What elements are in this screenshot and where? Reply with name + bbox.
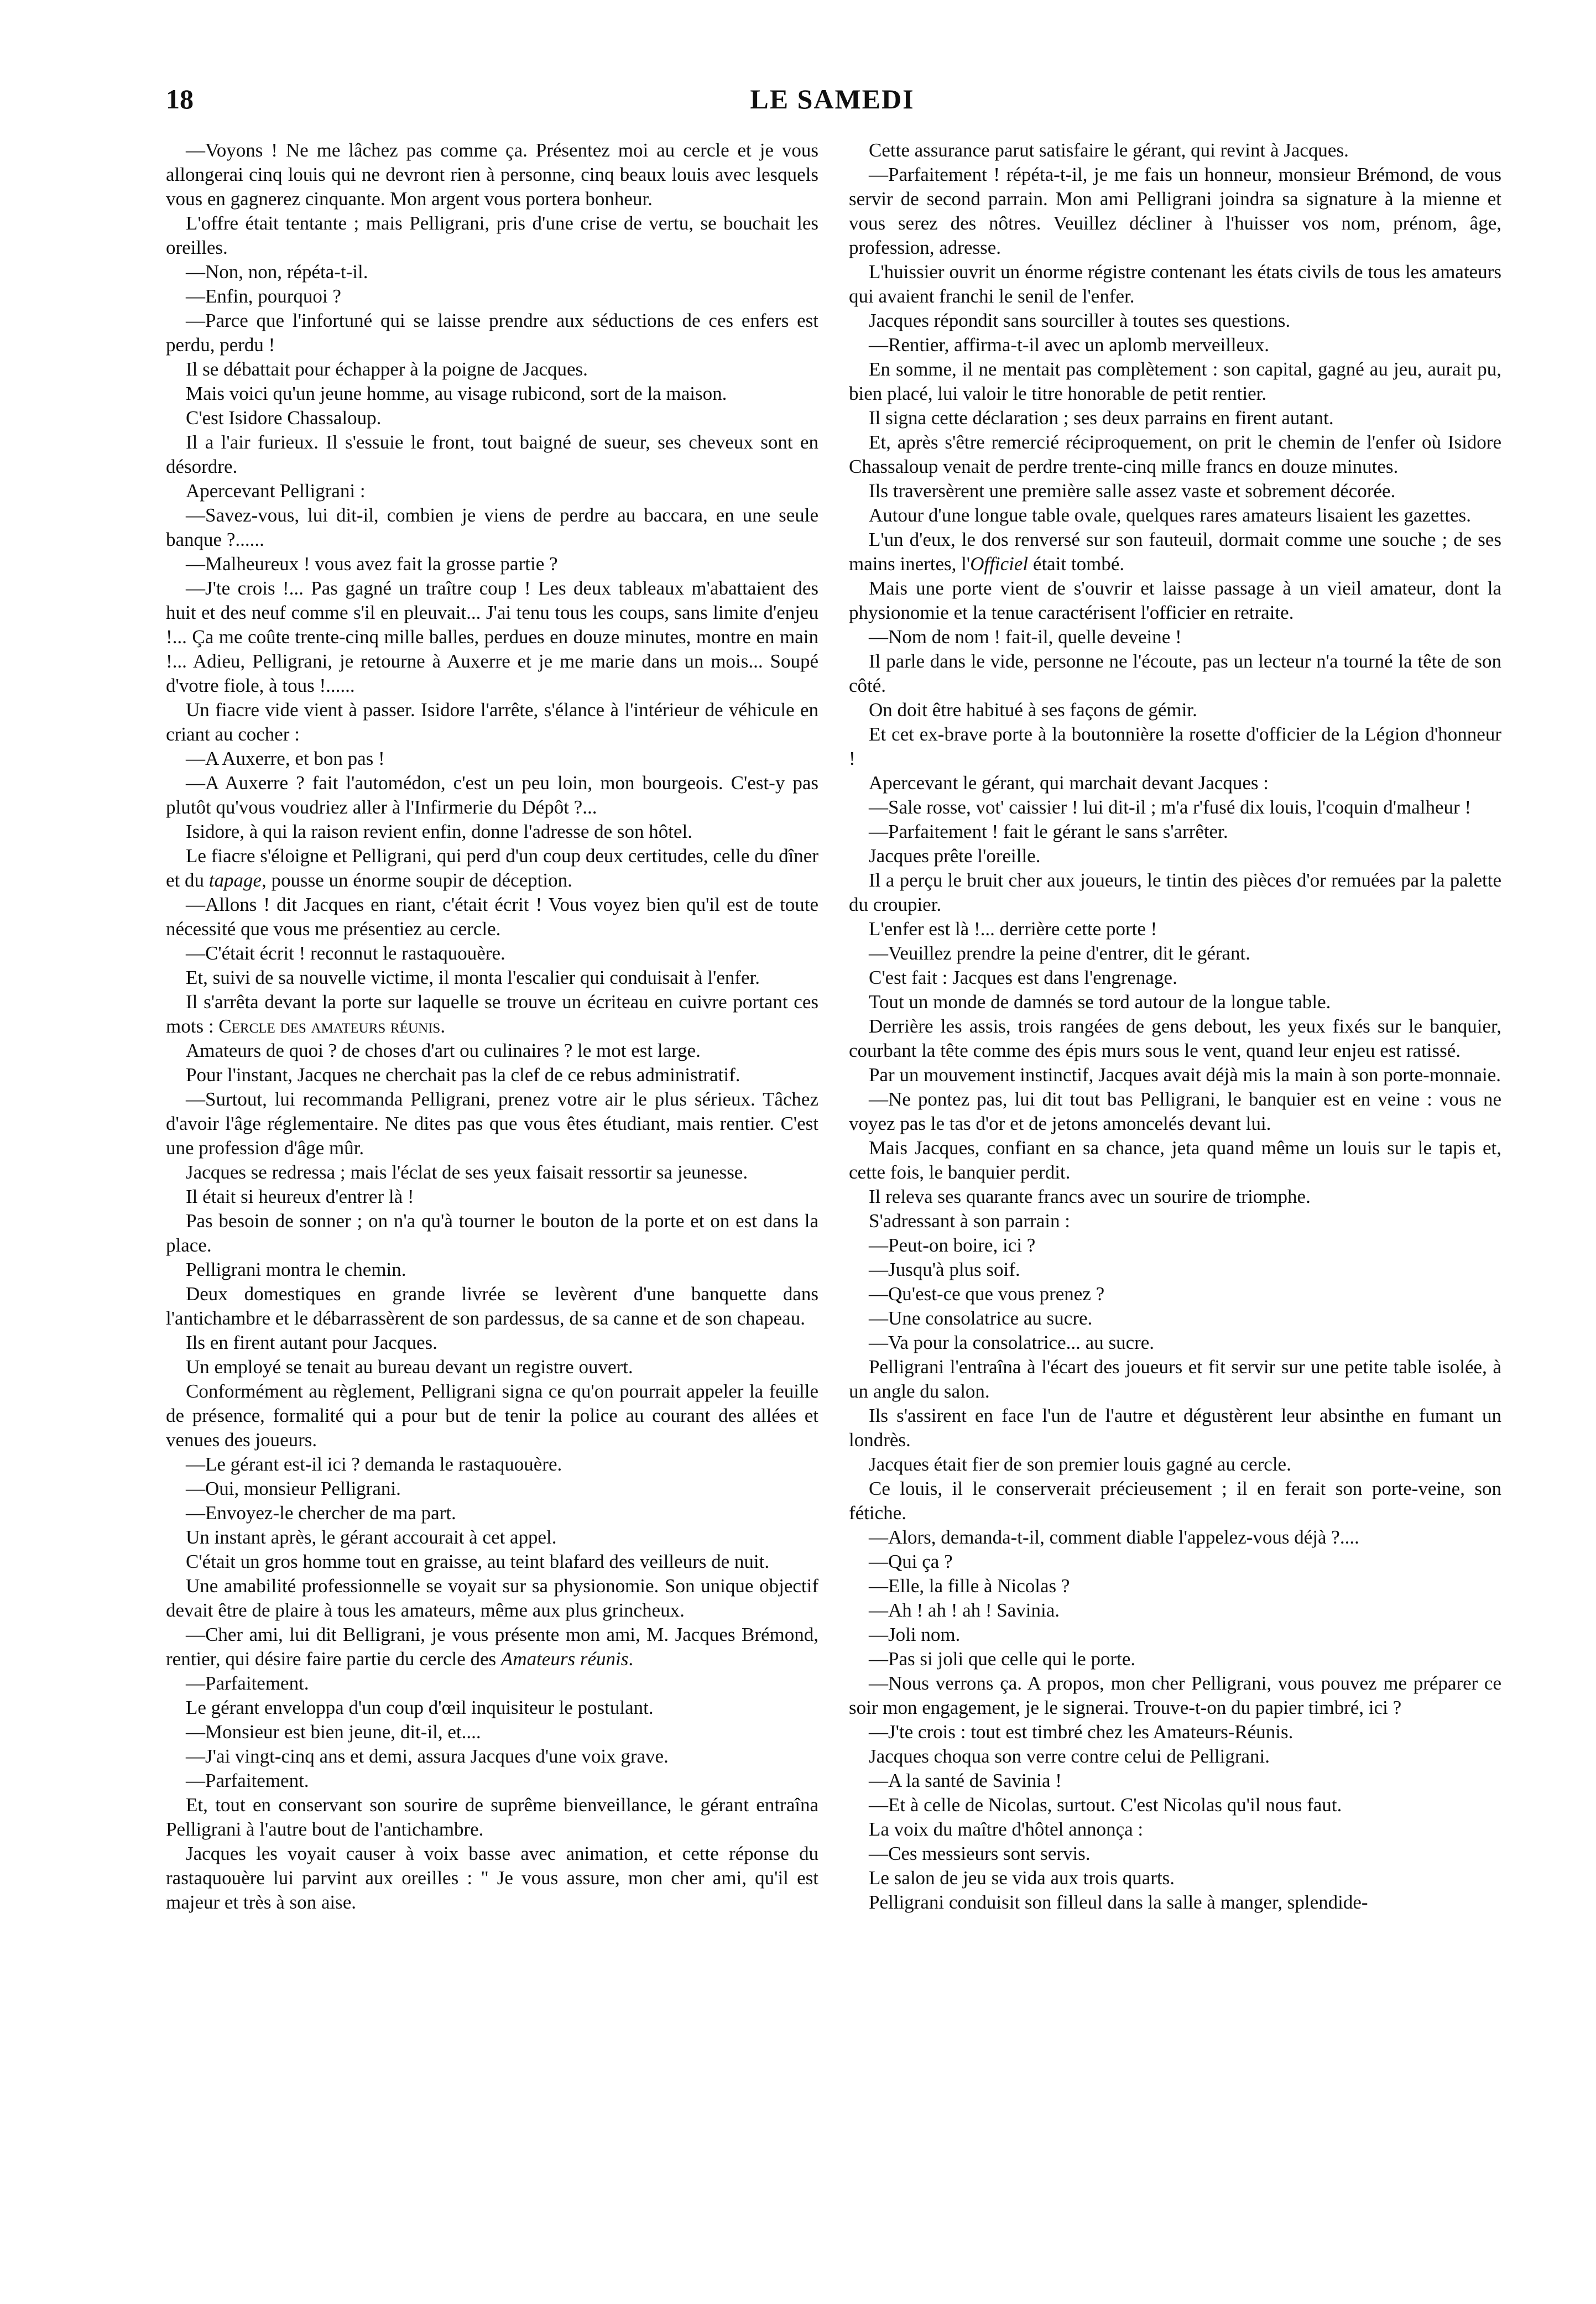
paragraph-text: Le gérant enveloppa d'un coup d'œil inquisiteur le postulant. xyxy=(186,1697,654,1718)
paragraph-text: Mais Jacques, confiant en sa chance, jeta quand même un louis sur le tapis et, cette fois, le banquier perdit. xyxy=(849,1137,1501,1183)
paragraph xyxy=(166,1282,818,1331)
running-title: LE SAMEDI xyxy=(750,84,915,114)
paragraph xyxy=(166,1550,818,1574)
paragraph xyxy=(166,1671,818,1696)
paragraph xyxy=(849,649,1501,698)
paragraph-text: Pelligrani conduisit son filleul dans la salle à manger, splendide- xyxy=(869,1891,1368,1913)
paragraph-text: Il se débattait pour échapper à la poigne de Jacques. xyxy=(186,358,588,380)
paragraph-text: —Parce que l'infortuné qui se laisse prendre aux séductions de ces enfers est perdu, perdu ! xyxy=(166,310,818,356)
paragraph-text: Ce louis, il le conserverait précieusement ; il en ferait son porte-veine, son fétiche. xyxy=(849,1478,1501,1524)
paragraph-text: —Qu'est-ce que vous prenez ? xyxy=(869,1283,1105,1305)
paragraph xyxy=(849,1842,1501,1866)
paragraph-text: —Enfin, pourquoi ? xyxy=(186,285,341,307)
paragraph xyxy=(166,503,818,552)
paragraph-text: La voix du maître d'hôtel annonça : xyxy=(869,1818,1144,1840)
paragraph xyxy=(849,1355,1501,1404)
paragraph xyxy=(849,1258,1501,1282)
paragraph-text: —Monsieur est bien jeune, dit-il, et.... xyxy=(186,1721,481,1743)
paragraph xyxy=(166,1842,818,1915)
paragraph xyxy=(166,1477,818,1501)
paragraph xyxy=(849,1671,1501,1720)
paragraph xyxy=(849,1014,1501,1063)
paragraph xyxy=(166,1209,818,1258)
paragraph xyxy=(849,1744,1501,1769)
paragraph xyxy=(166,1696,818,1720)
paragraph xyxy=(849,1647,1501,1671)
paragraph-text: —Voyons ! Ne me lâchez pas comme ça. Présentez moi au cercle et je vous allongerai cinq louis qui ne devront rien à personne, cinq beaux louis avec lesquels vous en gagnerez cinquante. Mon argent vous portera bonheur. xyxy=(166,139,818,210)
paragraph-text: Par un mouvement instinctif, Jacques avait déjà mis la main à son porte-monnaie. xyxy=(869,1064,1501,1086)
paragraph-text: —Nom de nom ! fait-il, quelle deveine ! xyxy=(869,626,1182,648)
paragraph-text: Jacques répondit sans sourciller à toutes ses questions. xyxy=(869,310,1291,331)
paragraph-text: Jacques se redressa ; mais l'éclat de ses yeux faisait ressortir sa jeunesse. xyxy=(186,1161,748,1183)
paragraph xyxy=(849,1720,1501,1744)
paragraph xyxy=(166,1744,818,1769)
paragraph xyxy=(849,966,1501,990)
paragraph-text: —J'te crois : tout est timbré chez les Amateurs-Réunis. xyxy=(869,1721,1294,1743)
paragraph xyxy=(166,1525,818,1550)
paragraph-text: Mais une porte vient de s'ouvrir et laisse passage à un vieil amateur, dont la physionomie et la tenue caractérisent l'officier en retraite. xyxy=(849,577,1501,623)
paragraph xyxy=(166,1574,818,1623)
paragraph xyxy=(166,1452,818,1477)
paragraph-text: —Allons ! dit Jacques en riant, c'était écrit ! Vous voyez bien qu'il est de toute nécessité que vous me présentiez au cercle. xyxy=(166,894,818,940)
paragraph xyxy=(849,698,1501,722)
paragraph-text: Conformément au règlement, Pelligrani signa ce qu'on pourrait appeler la feuille de présence, formalité qui a pour but de tenir la police au courant des allées et venues des joueurs. xyxy=(166,1380,818,1451)
paragraph xyxy=(166,1379,818,1452)
page-number: 18 xyxy=(166,84,194,114)
paragraph-text: —Une consolatrice au sucre. xyxy=(869,1307,1093,1329)
paragraph xyxy=(166,893,818,941)
paragraph xyxy=(849,1452,1501,1477)
paragraph-text: —Pas si joli que celle qui le porte. xyxy=(869,1648,1136,1670)
paragraph-text: Une amabilité professionnelle se voyait sur sa physionomie. Son unique objectif devait être de plaire à tous les amateurs, même aux plus grincheux. xyxy=(166,1575,818,1621)
paragraph-text: Ils s'assirent en face l'un de l'autre et dégustèrent leur absinthe en fumant un londrès. xyxy=(849,1405,1501,1451)
paragraph-text: Cette assurance parut satisfaire le gérant, qui revint à Jacques. xyxy=(869,139,1349,161)
paragraph-text: Et, après s'être remercié réciproquement, on prit le chemin de l'enfer où Isidore Chassaloup venait de perdre trente-cinq mille francs en douze minutes. xyxy=(849,431,1501,477)
paragraph-text: C'est fait : Jacques est dans l'engrenage. xyxy=(869,967,1177,988)
paragraph xyxy=(849,430,1501,479)
paragraph xyxy=(849,479,1501,503)
paragraph-text: —Surtout, lui recommanda Pelligrani, prenez votre air le plus sérieux. Tâchez d'avoir l'âge réglementaire. Ne dites pas que vous êtes étudiant, mais rentier. C'est une profession d'âge mûr. xyxy=(166,1088,818,1159)
paragraph xyxy=(849,1282,1501,1306)
paragraph xyxy=(849,406,1501,430)
paragraph-text: Et cet ex-brave porte à la boutonnière la rosette d'officier de la Légion d'honneur ! xyxy=(849,723,1501,769)
paragraph-text: Pelligrani l'entraîna à l'écart des joueurs et fit servir sur une petite table isolée, à un angle du salon. xyxy=(849,1356,1501,1402)
paragraph-text: —Le gérant est-il ici ? demanda le rastaquouère. xyxy=(186,1453,562,1475)
paragraph xyxy=(849,1063,1501,1087)
paragraph-text: —Malheureux ! vous avez fait la grosse partie ? xyxy=(186,553,558,575)
paragraph-text: C'était un gros homme tout en graisse, au teint blafard des veilleurs de nuit. xyxy=(186,1551,770,1572)
paragraph xyxy=(166,1160,818,1185)
paragraph-text: —Peut-on boire, ici ? xyxy=(869,1234,1036,1256)
paragraph xyxy=(166,698,818,747)
paragraph-text: Jacques choqua son verre contre celui de Pelligrani. xyxy=(869,1745,1270,1767)
paragraph xyxy=(849,625,1501,649)
paragraph xyxy=(166,1185,818,1209)
paragraph xyxy=(166,747,818,771)
paragraph xyxy=(849,1306,1501,1331)
paragraph xyxy=(849,260,1501,309)
paragraph-text: —J'te crois !... Pas gagné un traître coup ! Les deux tableaux m'abattaient des huit et des neuf comme s'il en pleuvait... J'ai tenu tous les coups, sans limite d'enjeu !... Ça me coûte trente-cinq mille balles, perdues en douze minutes, montre en main !... Adieu, Pelligrani, je retourne à Auxerre et je me marie dans un mois... Soupé d'votre fiole, à tous !...... xyxy=(166,577,818,696)
paragraph-text: Un instant après, le gérant accourait à cet appel. xyxy=(186,1526,557,1548)
paragraph xyxy=(849,1185,1501,1209)
paragraph xyxy=(166,941,818,966)
paragraph xyxy=(166,1355,818,1379)
paragraph-text: En somme, il ne mentait pas complètement : son capital, gagné au jeu, aurait pu, bien placé, lui valoir le titre honorable de petit rentier. xyxy=(849,358,1501,404)
paragraph-text: Isidore, à qui la raison revient enfin, donne l'adresse de son hôtel. xyxy=(186,821,693,842)
paragraph-text: Jacques était fier de son premier louis gagné au cercle. xyxy=(869,1453,1291,1475)
paragraph-text-end: , pousse un énorme soupir de déception. xyxy=(262,869,572,891)
paragraph-text: —Savez-vous, lui dit-il, combien je viens de perdre au baccara, en une seule banque ?...... xyxy=(166,504,818,550)
paragraph-text: —Qui ça ? xyxy=(869,1551,953,1572)
paragraph xyxy=(166,430,818,479)
paragraph xyxy=(849,1817,1501,1842)
paragraph-text: Pour l'instant, Jacques ne cherchait pas la clef de ce rebus administratif. xyxy=(186,1064,740,1086)
paragraph-text: L'un d'eux, le dos renversé sur son fauteuil, dormait comme une souche ; de ses mains inertes, l' xyxy=(849,529,1501,575)
paragraph-text: Derrière les assis, trois rangées de gens debout, les yeux fixés sur le banquier, courbant la tête comme des épis murs sous le vent, quand leur enjeu est ratissé. xyxy=(849,1015,1501,1061)
paragraph-text: Un fiacre vide vient à passer. Isidore l'arrête, s'élance à l'intérieur de véhicule en criant au cocher : xyxy=(166,699,818,745)
paragraph-text: Il s'arrêta devant la porte sur laquelle se trouve un écriteau en cuivre portant ces mots : xyxy=(166,991,818,1037)
paragraph-text: —Alors, demanda-t-il, comment diable l'appelez-vous déjà ?.... xyxy=(869,1526,1359,1548)
paragraph xyxy=(849,138,1501,163)
paragraph xyxy=(849,163,1501,260)
paragraph-text: —Et à celle de Nicolas, surtout. C'est Nicolas qu'il nous faut. xyxy=(869,1794,1342,1816)
paragraph xyxy=(849,1769,1501,1793)
paragraph-text: L'huissier ouvrit un énorme régistre contenant les états civils de tous les amateurs qui avaient franchi le senil de l'enfer. xyxy=(849,261,1501,307)
paragraph-text: —Parfaitement. xyxy=(186,1672,309,1694)
paragraph-text-end: . xyxy=(440,1015,446,1037)
paragraph-text: —A Auxerre, et bon pas ! xyxy=(186,748,385,769)
paragraph xyxy=(166,382,818,406)
paragraph xyxy=(849,357,1501,406)
right-column xyxy=(849,138,1501,2284)
paragraph-text: Ils en firent autant pour Jacques. xyxy=(186,1332,437,1353)
paragraph xyxy=(849,1087,1501,1136)
paragraph xyxy=(849,576,1501,625)
paragraph xyxy=(849,1866,1501,1890)
paragraph-text: Amateurs de quoi ? de choses d'art ou culinaires ? le mot est large. xyxy=(186,1040,701,1061)
paragraph-text: L'offre était tentante ; mais Pelligrani, pris d'une crise de vertu, se bouchait les oreilles. xyxy=(166,212,818,258)
paragraph-text: Pelligrani montra le chemin. xyxy=(186,1259,406,1280)
paragraph-text: Et, suivi de sa nouvelle victime, il monta l'escalier qui conduisait à l'enfer. xyxy=(186,967,760,988)
paragraph-text: —Sale rosse, vot' caissier ! lui dit-il ; m'a r'fusé dix louis, l'coquin d'malheur ! xyxy=(869,796,1472,818)
paragraph xyxy=(166,1087,818,1160)
paragraph-text: —Cher ami, lui dit Belligrani, je vous présente mon ami, M. Jacques Brémond, rentier, qui désire faire partie du cercle des xyxy=(166,1624,818,1670)
paragraph xyxy=(166,1769,818,1793)
paragraph xyxy=(166,990,818,1039)
paragraph xyxy=(166,406,818,430)
paragraph-text: —Non, non, répéta-t-il. xyxy=(186,261,368,283)
page-header xyxy=(166,83,1499,122)
paragraph-text: Il releva ses quarante francs avec un sourire de triomphe. xyxy=(869,1186,1311,1207)
paragraph-text: —Envoyez-le chercher de ma part. xyxy=(186,1502,456,1524)
paragraph xyxy=(166,820,818,844)
paragraph xyxy=(849,844,1501,868)
paragraph xyxy=(849,1550,1501,1574)
paragraph-text: —Va pour la consolatrice... au sucre. xyxy=(869,1332,1155,1353)
paragraph xyxy=(166,1039,818,1063)
paragraph-text: Un employé se tenait au bureau devant un registre ouvert. xyxy=(186,1356,633,1378)
left-column xyxy=(166,138,818,2284)
paragraph xyxy=(849,1574,1501,1598)
paragraph xyxy=(849,795,1501,820)
paragraph-text: —J'ai vingt-cinq ans et demi, assura Jacques d'une voix grave. xyxy=(186,1745,669,1767)
paragraph xyxy=(849,1890,1501,1915)
small-caps-text: Cercle des amateurs réunis xyxy=(218,1015,441,1037)
paragraph-text: Et, tout en conservant son sourire de suprême bienveillance, le gérant entraîna Pelligrani à l'autre bout de l'antichambre. xyxy=(166,1794,818,1840)
paragraph-text: L'enfer est là !... derrière cette porte ! xyxy=(869,918,1157,940)
paragraph xyxy=(166,138,818,211)
paragraph xyxy=(849,528,1501,576)
paragraph-text: Il parle dans le vide, personne ne l'écoute, pas un lecteur n'a tourné la tête de son côté. xyxy=(849,650,1501,696)
paragraph-text: —A Auxerre ? fait l'automédon, c'est un peu loin, mon bourgeois. C'est-y pas plutôt qu'vous voudriez aller à l'Infirmerie du Dépôt ?... xyxy=(166,772,818,818)
paragraph-text: C'est Isidore Chassaloup. xyxy=(186,407,382,429)
paragraph xyxy=(849,1793,1501,1817)
paragraph xyxy=(849,771,1501,795)
paragraph-text: —Parfaitement. xyxy=(186,1770,309,1791)
paragraph-text: —Ces messieurs sont servis. xyxy=(869,1843,1091,1864)
paragraph-text: Il a l'air furieux. Il s'essuie le front, tout baigné de sueur, ses cheveux sont en désordre. xyxy=(166,431,818,477)
paragraph xyxy=(849,990,1501,1014)
paragraph xyxy=(166,1331,818,1355)
paragraph-text: Jacques les voyait causer à voix basse avec animation, et cette réponse du rastaquouère lui parvint aux oreilles : " Je vous assure, mon cher ami, qu'il est majeur et très à son aise. xyxy=(166,1843,818,1913)
paragraph-text: S'adressant à son parrain : xyxy=(869,1210,1070,1232)
paragraph-text: Apercevant le gérant, qui marchait devant Jacques : xyxy=(869,772,1269,794)
paragraph xyxy=(166,211,818,260)
paragraph-text-end: était tombé. xyxy=(1028,553,1125,575)
paragraph-text: Deux domestiques en grande livrée se levèrent d'une banquette dans l'antichambre et le débarrassèrent de son pardessus, de sa canne et de son chapeau. xyxy=(166,1283,818,1329)
paragraph-text: Il signa cette déclaration ; ses deux parrains en firent autant. xyxy=(869,407,1334,429)
paragraph-text: Autour d'une longue table ovale, quelques rares amateurs lisaient les gazettes. xyxy=(869,504,1471,526)
paragraph xyxy=(849,868,1501,917)
paragraph-text: Le fiacre s'éloigne et Pelligrani, qui perd d'un coup deux certitudes, celle du dîner et du xyxy=(166,845,818,891)
paragraph xyxy=(849,1525,1501,1550)
paragraph xyxy=(166,1720,818,1744)
paragraph-text: —Elle, la fille à Nicolas ? xyxy=(869,1575,1070,1597)
paragraph-text: —Ne pontez pas, lui dit tout bas Pelligrani, le banquier est en veine : vous ne voyez pas le tas d'or et de jetons amoncelés devant lui. xyxy=(849,1088,1501,1134)
paragraph-text: —Veuillez prendre la peine d'entrer, dit le gérant. xyxy=(869,942,1251,964)
paragraph-text: Il a perçu le bruit cher aux joueurs, le tintin des pièces d'or remuées par la palette du croupier. xyxy=(849,869,1501,915)
paragraph xyxy=(849,503,1501,528)
paragraph-text: —Joli nom. xyxy=(869,1624,961,1645)
paragraph-text: —Jusqu'à plus soif. xyxy=(869,1259,1020,1280)
paragraph xyxy=(166,576,818,698)
paragraph-text: —Ah ! ah ! ah ! Savinia. xyxy=(869,1599,1060,1621)
paragraph-text: Il était si heureux d'entrer là ! xyxy=(186,1186,414,1207)
paragraph xyxy=(849,722,1501,771)
paragraph xyxy=(849,1136,1501,1185)
paragraph xyxy=(849,333,1501,357)
paragraph-text: Ils traversèrent une première salle assez vaste et sobrement décorée. xyxy=(869,480,1396,502)
paragraph xyxy=(166,1063,818,1087)
paragraph-text: —Nous verrons ça. A propos, mon cher Pelligrani, vous pouvez me préparer ce soir mon engagement, je le signerai. Trouve-t-on du papier timbré, ici ? xyxy=(849,1672,1501,1718)
paragraph xyxy=(849,820,1501,844)
paragraph-text: —C'était écrit ! reconnut le rastaquouère. xyxy=(186,942,505,964)
paragraph xyxy=(849,917,1501,941)
paragraph-text: Tout un monde de damnés se tord autour de la longue table. xyxy=(869,991,1331,1013)
paragraph xyxy=(849,1233,1501,1258)
paragraph xyxy=(166,479,818,503)
paragraph xyxy=(166,309,818,357)
paragraph xyxy=(166,844,818,893)
paragraph xyxy=(166,966,818,990)
paragraph-text: Apercevant Pelligrani : xyxy=(186,480,366,502)
paragraph-text: —A la santé de Savinia ! xyxy=(869,1770,1062,1791)
paragraph xyxy=(849,1623,1501,1647)
paragraph-text: Le salon de jeu se vida aux trois quarts. xyxy=(869,1867,1175,1889)
paragraph-text: —Parfaitement ! répéta-t-il, je me fais un honneur, monsieur Brémond, de vous servir de second parrain. Mon ami Pelligrani joindra sa signature à la mienne et vous serez des nôtres. Veuillez décliner à l'huisser vos nom, prénom, âge, profession, adresse. xyxy=(849,164,1501,258)
paragraph xyxy=(166,552,818,576)
paragraph xyxy=(166,1623,818,1671)
paragraph xyxy=(166,771,818,820)
paragraph xyxy=(849,309,1501,333)
paragraph xyxy=(166,284,818,309)
paragraph-text: —Oui, monsieur Pelligrani. xyxy=(186,1478,401,1499)
paragraph-text: Mais voici qu'un jeune homme, au visage rubicond, sort de la maison. xyxy=(186,383,727,404)
paragraph xyxy=(849,1477,1501,1525)
paragraph xyxy=(849,1209,1501,1233)
paragraph xyxy=(166,1793,818,1842)
paragraph xyxy=(166,357,818,382)
italic-text: tapage xyxy=(208,869,262,891)
paragraph-text: Jacques prête l'oreille. xyxy=(869,845,1041,867)
paragraph xyxy=(849,1331,1501,1355)
paragraph xyxy=(166,1258,818,1282)
paragraph xyxy=(849,941,1501,966)
italic-text: Officiel xyxy=(970,553,1029,575)
paragraph xyxy=(849,1404,1501,1452)
paragraph-text: On doit être habitué à ses façons de gémir. xyxy=(869,699,1197,721)
paragraph-text-end: . xyxy=(628,1648,634,1670)
paragraph xyxy=(166,260,818,284)
paragraph-text: —Rentier, affirma-t-il avec un aplomb merveilleux. xyxy=(869,334,1269,356)
italic-text: Amateurs réunis xyxy=(500,1648,629,1670)
paragraph-text: —Parfaitement ! fait le gérant le sans s'arrêter. xyxy=(869,821,1228,842)
paragraph-text: Pas besoin de sonner ; on n'a qu'à tourner le bouton de la porte et on est dans la place. xyxy=(166,1210,818,1256)
paragraph xyxy=(849,1598,1501,1623)
paragraph xyxy=(166,1501,818,1525)
